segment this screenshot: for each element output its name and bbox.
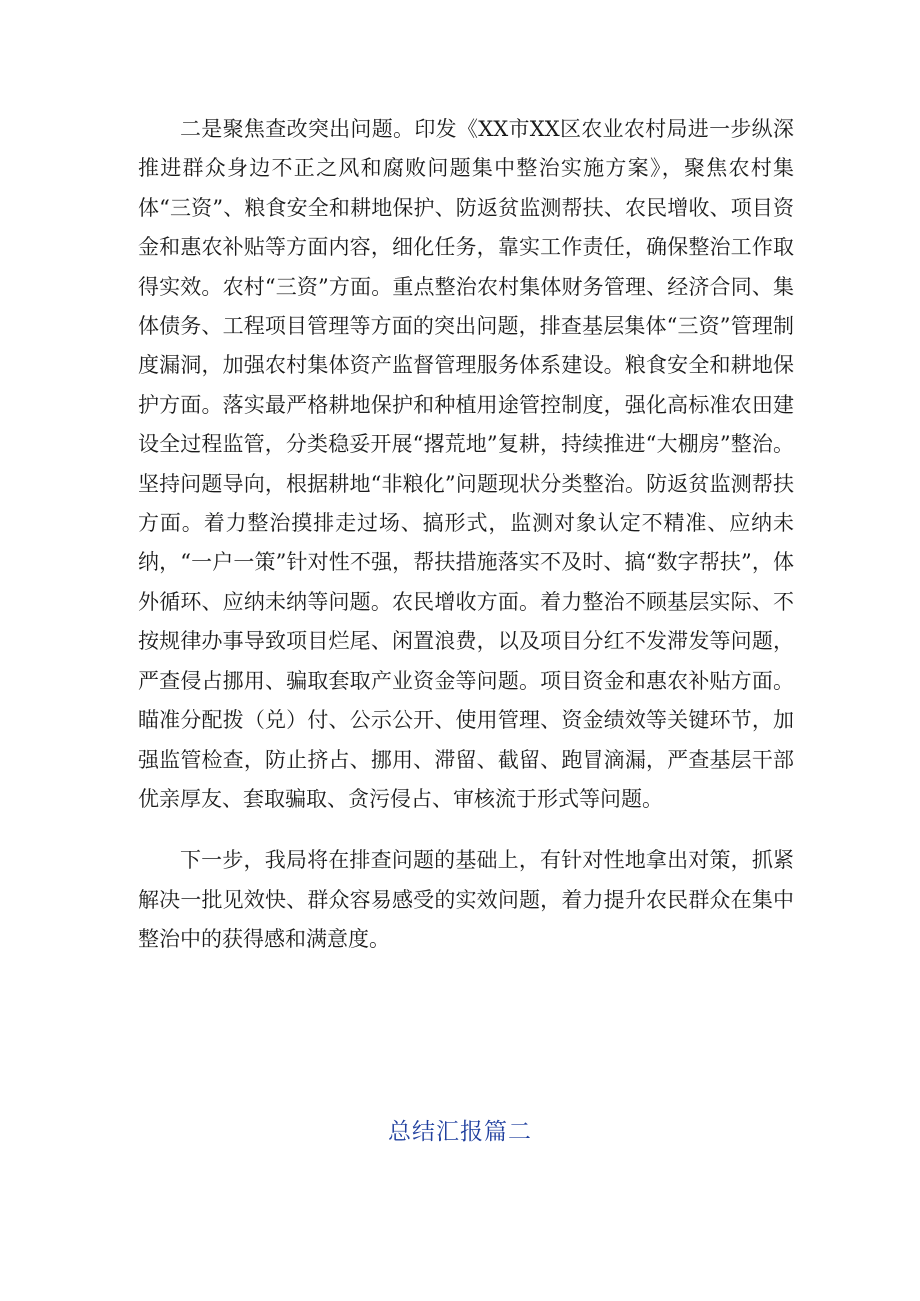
section-heading: 总结汇报篇二 [388, 1119, 532, 1145]
paragraph-focus-rectification: 二是聚焦查改突出问题。印发《XX市XX区农业农村局进一步纵深推进群众身边不正之风和腐败问题集中整治实施方案》，聚焦农村集体“三资”、粮食安全和耕地保护、防返贫监测帮扶、农民增收、项目资金和惠农补贴等方面内容，细化任务，靠实工作责任，确保整治工作取得实效。农村“三资”方面。重点整治农村集体财务管理、经济合同、集体债务、工程项目管理等方面的突出问题，排查基层集体“三资”管理制度漏洞，加强农村集体资产监督管理服务体系建设。粮食安全和耕地保护方面。落实最严格耕地保护和种植用途管控制度，强化高标准农田建设全过程监管，分类稳妥开展“撂荒地”复耕，持续推进“大棚房”整治。坚持问题导向，根据耕地“非粮化”问题现状分类整治。防返贫监测帮扶方面。着力整治摸排走过场、搞形式，监测对象认定不精准、应纳未纳，“一户一策”针对性不强，帮扶措施落实不及时、搞“数字帮扶”，体外循环、应纳未纳等问题。农民增收方面。着力整治不顾基层实际、不按规律办事导致项目烂尾、闲置浪费，以及项目分红不发滞发等问题，严查侵占挪用、骗取套取产业资金等问题。项目资金和惠农补贴方面。瞄准分配拨（兑）付、公示公开、使用管理、资金绩效等关键环节，加强监管检查，防止挤占、挪用、滞留、截留、跑冒滴漏，严查基层干部优亲厚友、套取骗取、贪污侵占、审核流于形式等问题。 [138, 117, 794, 811]
document-body [138, 110, 794, 960]
paragraph-next-step: 下一步，我局将在排查问题的基础上，有针对性地拿出对策，抓紧解决一批见效快、群众容易感受的实效问题，着力提升农民群众在集中整治中的获得感和满意度。 [138, 848, 794, 952]
